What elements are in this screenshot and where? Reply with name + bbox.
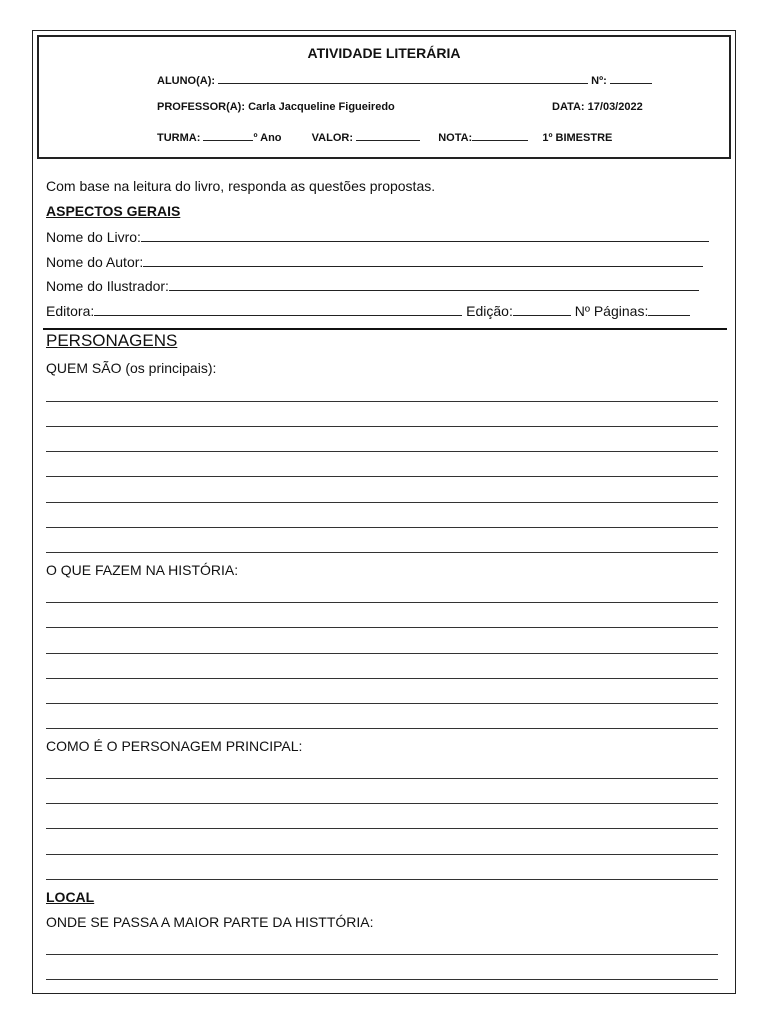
professor-label: PROFESSOR(A): [157,101,245,113]
header-box [37,35,731,159]
quem-sao-question: QUEM SÃO (os principais): [46,360,217,376]
answer-line[interactable] [46,627,718,628]
answer-line[interactable] [46,476,718,477]
onde-se-passa-question: ONDE SE PASSA A MAIOR PARTE DA HISTTÓRIA: [46,914,374,930]
answer-line[interactable] [46,602,718,603]
intro-text: Com base na leitura do livro, responda as questões propostas. [46,178,436,194]
answer-line[interactable] [46,803,718,804]
professor-row [157,101,395,113]
personagens-heading: PERSONAGENS [46,331,178,350]
answer-line[interactable] [46,954,718,955]
data-value: 17/03/2022 [587,101,643,113]
professor-name: Carla Jacqueline Figueiredo [248,101,395,113]
answer-line[interactable] [46,778,718,779]
answer-line[interactable] [46,653,718,654]
nome-livro-field[interactable] [141,229,709,242]
data-row [552,101,643,113]
o-que-fazem-question: O QUE FAZEM NA HISTÓRIA: [46,562,239,578]
answer-line[interactable] [46,502,718,503]
editora-field[interactable] [94,303,462,316]
worksheet-page [32,30,736,994]
answer-line[interactable] [46,979,718,980]
turma-label: TURMA: [157,132,201,144]
nome-autor-field[interactable] [143,254,703,267]
answer-line[interactable] [46,401,718,402]
page-title: ATIVIDADE LITERÁRIA [307,45,461,61]
numero-label: Nº: [591,75,607,87]
nome-autor-row [46,254,703,270]
paginas-field[interactable] [648,303,690,316]
paginas-label: Nº Páginas: [574,303,649,319]
nota-label: NOTA: [438,132,473,144]
turma-row [157,130,612,144]
answer-line[interactable] [46,879,718,880]
section-divider [43,328,727,330]
nome-livro-label: Nome do Livro: [46,229,141,245]
nome-livro-row [46,229,709,245]
aluno-label: ALUNO(A): [157,75,216,87]
answer-line[interactable] [46,426,718,427]
valor-field[interactable] [356,130,420,141]
edicao-label: Edição: [466,303,513,319]
local-heading: LOCAL [46,889,95,905]
aluno-row [157,73,652,87]
nome-autor-label: Nome do Autor: [46,254,144,270]
numero-field[interactable] [610,73,652,84]
answer-line[interactable] [46,678,718,679]
nome-ilustrador-label: Nome do Ilustrador: [46,278,169,294]
valor-label: VALOR: [311,132,353,144]
como-e-question: COMO É O PERSONAGEM PRINCIPAL: [46,738,303,754]
edicao-field[interactable] [513,303,571,316]
turma-field[interactable] [203,130,253,141]
answer-line[interactable] [46,728,718,729]
bimestre-label: 1º BIMESTRE [542,132,613,144]
editora-label: Editora: [46,303,95,319]
nome-ilustrador-field[interactable] [169,278,699,291]
answer-line[interactable] [46,552,718,553]
answer-line[interactable] [46,451,718,452]
answer-line[interactable] [46,703,718,704]
aspectos-gerais-heading: ASPECTOS GERAIS [46,203,181,219]
answer-line[interactable] [46,527,718,528]
ano-label: º Ano [253,132,282,144]
data-label: DATA: [552,101,585,113]
nota-field[interactable] [472,130,528,141]
answer-line[interactable] [46,828,718,829]
aluno-field[interactable] [218,73,588,84]
nome-ilustrador-row [46,278,699,294]
answer-line[interactable] [46,854,718,855]
editora-row [46,303,690,319]
